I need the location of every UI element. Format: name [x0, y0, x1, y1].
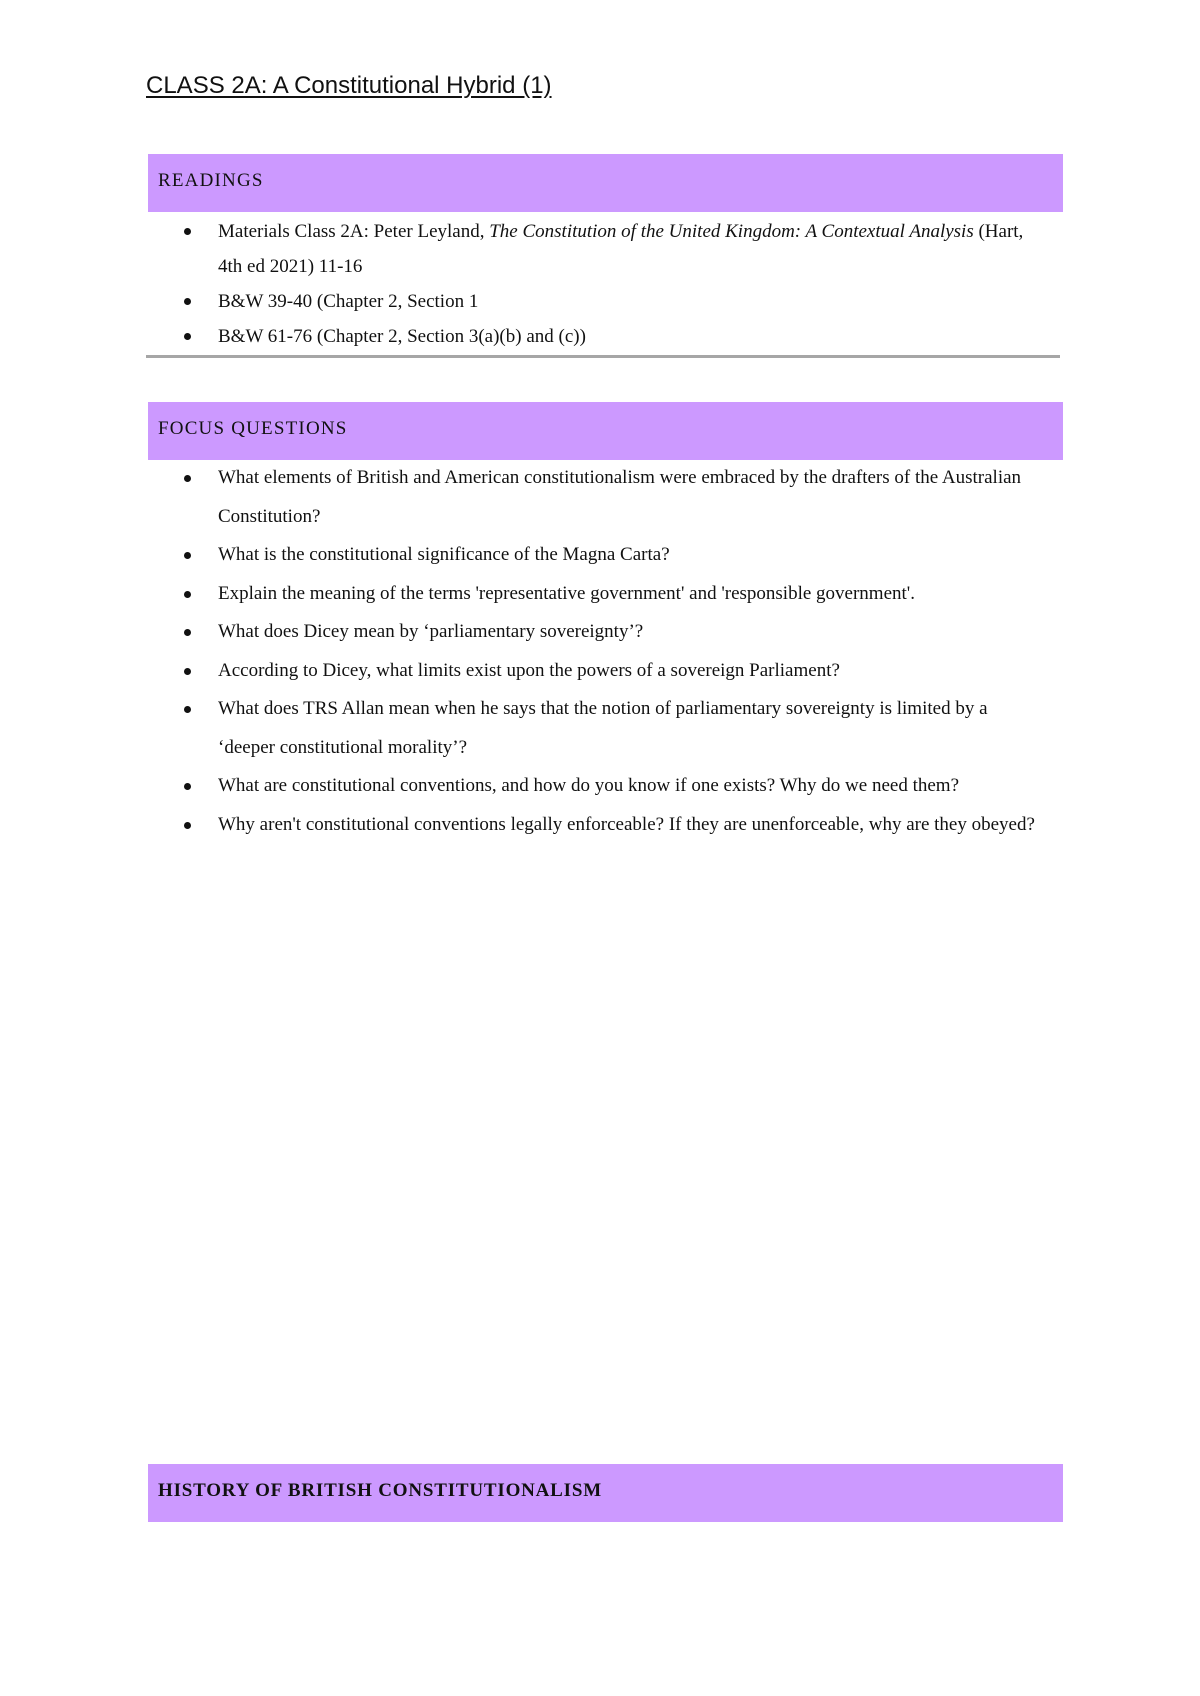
reading-item-citation: (Hart, 4th ed 2021) 11-16	[218, 221, 1024, 277]
question-item	[146, 536, 1046, 575]
question-text: What does Dicey mean by ‘parliamentary sovereignty’?	[218, 621, 644, 642]
reading-item-book-title: The Constitution of the United Kingdom: A Contextual Analysis	[489, 221, 974, 242]
question-item	[146, 613, 1046, 652]
bullet-icon	[184, 668, 191, 675]
reading-item-text: B&W 39-40 (Chapter 2, Section 1	[218, 291, 479, 312]
question-text: What is the constitutional significance of the Magna Carta?	[218, 544, 670, 565]
reading-item-text: B&W 61-76 (Chapter 2, Section 3(a)(b) and (c))	[218, 326, 586, 347]
question-item	[146, 575, 1046, 614]
reading-item	[146, 319, 1046, 354]
bullet-icon	[184, 333, 191, 340]
question-item	[146, 459, 1046, 536]
focus-questions-list	[146, 459, 1046, 844]
reading-item	[146, 214, 1046, 284]
question-item	[146, 767, 1046, 806]
question-text: What does TRS Allan mean when he says that the notion of parliamentary sovereignty is limited by a ‘deeper constitutional morality’?	[218, 698, 988, 758]
readings-list	[146, 214, 1046, 354]
bullet-icon	[184, 706, 191, 713]
history-section-header: HISTORY OF BRITISH CONSTITUTIONALISM	[148, 1464, 1063, 1522]
bullet-icon	[184, 783, 191, 790]
bullet-icon	[184, 298, 191, 305]
question-text: According to Dicey, what limits exist upon the powers of a sovereign Parliament?	[218, 659, 840, 681]
question-item	[146, 652, 1046, 691]
bullet-icon	[184, 475, 191, 482]
question-text: What are constitutional conventions, and how do you know if one exists? Why do we need them?	[218, 775, 959, 796]
question-item	[146, 690, 1046, 767]
bullet-icon	[184, 629, 191, 636]
readings-section-header: READINGS	[148, 154, 1063, 212]
bullet-icon	[184, 228, 191, 235]
question-text: Why aren't constitutional conventions legally enforceable? If they are unenforceable, why are they obeyed?	[218, 813, 1035, 835]
question-item	[146, 806, 1046, 845]
page-title: CLASS 2A: A Constitutional Hybrid (1)	[146, 72, 552, 99]
question-text: What elements of British and American constitutionalism were embraced by the drafters of the Australian Constitution?	[218, 467, 1022, 527]
question-text: Explain the meaning of the terms 'representative government' and 'responsible government'.	[218, 582, 915, 604]
bullet-icon	[184, 591, 191, 598]
bullet-icon	[184, 822, 191, 829]
reading-item-text: Materials Class 2A: Peter Leyland,	[218, 221, 490, 242]
focus-questions-section-header: FOCUS QUESTIONS	[148, 402, 1063, 460]
bullet-icon	[184, 552, 191, 559]
section-divider	[146, 355, 1060, 358]
reading-item	[146, 284, 1046, 319]
